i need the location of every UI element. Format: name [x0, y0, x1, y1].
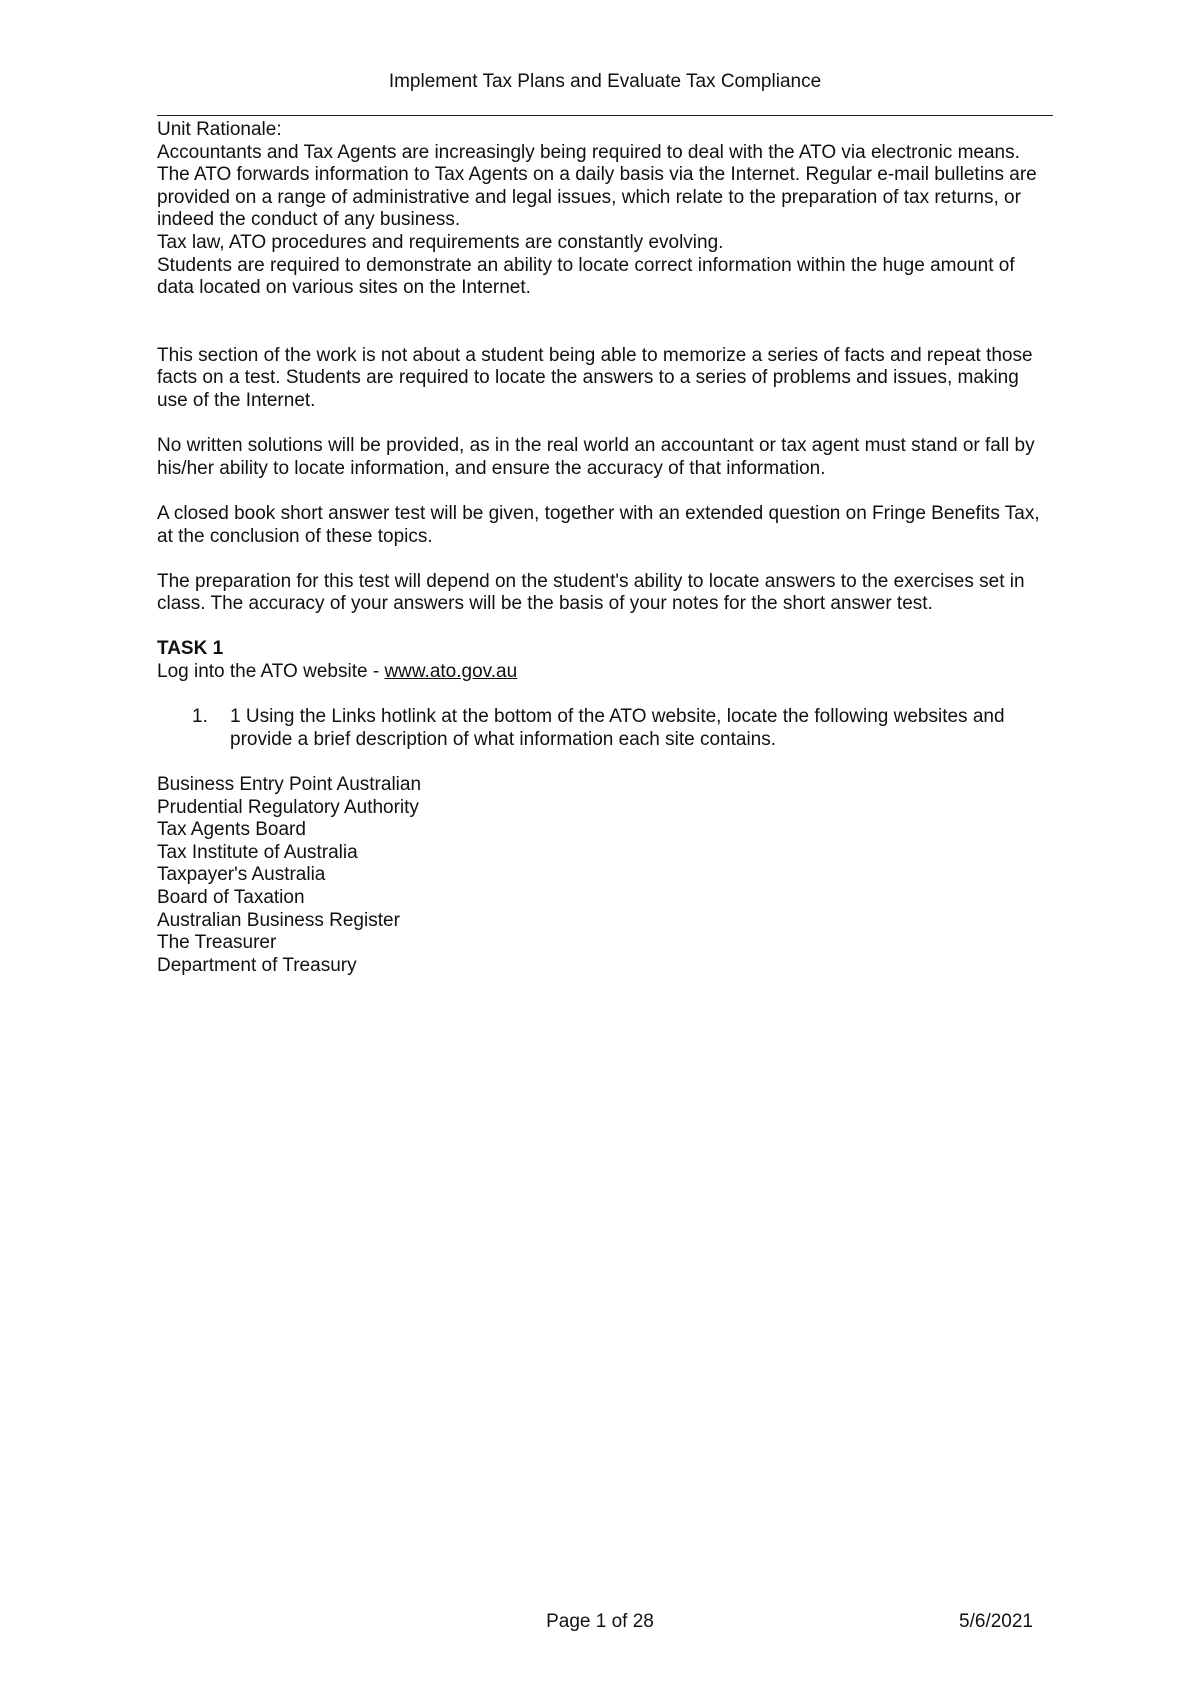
website-name: The Treasurer — [157, 932, 277, 954]
spacer — [157, 548, 1053, 571]
rationale-line: The ATO forwards information to Tax Agents on a daily basis via the Internet. Regular e-mail bulletins are provided on a range of administrative and legal issues, which relate to the preparation of tax returns, or indeed the conduct of any business. — [157, 164, 1037, 231]
ato-website-link[interactable]: www.ato.gov.au — [384, 661, 518, 683]
task-section — [157, 638, 1053, 774]
spacer — [157, 616, 1053, 639]
list-item — [157, 706, 1053, 751]
website-name: Tax Institute of Australia — [157, 841, 358, 863]
unit-rationale — [157, 119, 1053, 300]
spacer — [157, 413, 1053, 436]
task-intro-text: Log into the ATO website - — [157, 661, 385, 683]
website-name: Australian Business Register — [157, 909, 400, 931]
website-name: Department of Treasury — [157, 954, 357, 976]
page-number: Page 1 of 28 — [546, 1611, 654, 1632]
website-name: Tax Agents Board — [157, 819, 306, 841]
spacer — [157, 751, 1053, 774]
page-header-title: Implement Tax Plans and Evaluate Tax Compliance — [388, 71, 822, 92]
body-paragraph: A closed book short answer test will be given, together with an extended question on Fringe Benefits Tax, at the conclusion of these topics. — [157, 502, 1040, 547]
footer-date: 5/6/2021 — [959, 1611, 1033, 1632]
body-paragraph: No written solutions will be provided, as in the real world an accountant or tax agent must stand or fall by his/her ability to locate information, and ensure the accuracy of that information. — [157, 435, 1035, 479]
website-name: Board of Taxation — [157, 887, 305, 908]
rationale-line: Tax law, ATO procedures and requirements are constantly evolving. — [157, 231, 724, 253]
rationale-line: Accountants and Tax Agents are increasingly being required to deal with the ATO via electronic means. — [157, 141, 1020, 163]
list-item-text: 1 Using the Links hotlink at the bottom of the ATO website, locate the following websites and provide a brief description of what information each site contains. — [230, 706, 1005, 750]
document-body — [157, 119, 1053, 977]
task-list — [157, 706, 1053, 751]
rationale-heading: Unit Rationale: — [157, 119, 282, 140]
website-name: Prudential Regulatory Authority — [157, 796, 419, 818]
spacer — [157, 300, 1053, 345]
rationale-line: Students are required to demonstrate an ability to locate correct information within the huge amount of data located on various sites on the Internet. — [157, 254, 1015, 299]
spacer — [157, 684, 1053, 707]
task-title: TASK 1 — [157, 638, 224, 660]
body-paragraph: The preparation for this test will depend on the student's ability to locate answers to the exercises set in class. The accuracy of your answers will be the basis of your notes for the short answer test. — [157, 570, 1025, 615]
spacer — [157, 480, 1053, 503]
website-name: Taxpayer's Australia — [157, 864, 326, 886]
website-list — [157, 774, 1053, 977]
task-intro — [157, 661, 1053, 684]
list-number: 1. — [192, 706, 208, 728]
body-paragraph: This section of the work is not about a student being able to memorize a series of facts and repeat those facts on a test. Students are required to locate the answers to a series of problems and issues, making use of the Internet. — [157, 344, 1033, 411]
header-divider — [157, 115, 1053, 116]
website-name: Business Entry Point Australian — [157, 774, 422, 796]
